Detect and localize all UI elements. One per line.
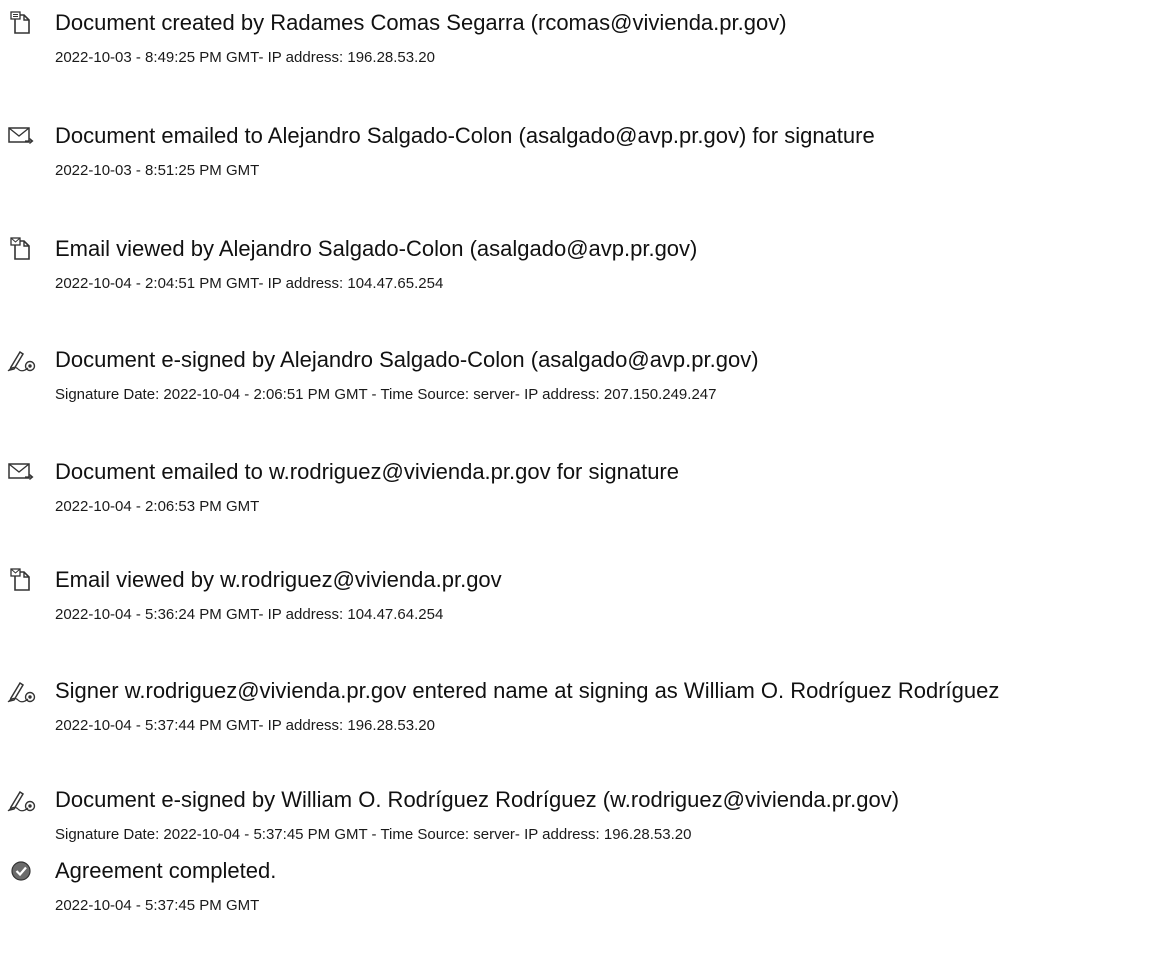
event-timestamp: 2022-10-03 - 8:49:25 PM GMT- IP address: 196.28.53.20 — [55, 49, 435, 66]
email-viewed-icon — [6, 236, 38, 262]
event-timestamp: 2022-10-04 - 5:37:44 PM GMT- IP address: 196.28.53.20 — [55, 717, 435, 734]
audit-event — [0, 234, 1158, 324]
event-title: Document emailed to w.rodriguez@vivienda.pr.gov for signature — [55, 459, 679, 484]
audit-event — [0, 345, 1158, 435]
event-timestamp: 2022-10-03 - 8:51:25 PM GMT — [55, 162, 260, 179]
signature-pen-icon — [6, 787, 38, 813]
audit-event — [0, 8, 1158, 98]
email-sent-icon — [6, 459, 38, 485]
event-timestamp: Signature Date: 2022-10-04 - 5:37:45 PM GMT - Time Source: server- IP address: 196.28.53.20 — [55, 826, 692, 843]
event-timestamp: Signature Date: 2022-10-04 - 2:06:51 PM GMT - Time Source: server- IP address: 207.150.249.247 — [55, 386, 717, 403]
event-title: Signer w.rodriguez@vivienda.pr.gov entered name at signing as William O. Rodríguez Rodríguez — [55, 678, 1000, 703]
email-viewed-icon — [6, 567, 38, 593]
event-title: Agreement completed. — [55, 858, 277, 883]
agreement-completed-icon — [6, 858, 38, 884]
audit-event — [0, 856, 1158, 946]
signature-pen-icon — [6, 678, 38, 704]
event-title: Document emailed to Alejandro Salgado-Colon (asalgado@avp.pr.gov) for signature — [55, 123, 875, 148]
event-title: Document created by Radames Comas Segarra (rcomas@vivienda.pr.gov) — [55, 10, 787, 35]
event-title: Email viewed by w.rodriguez@vivienda.pr.gov — [55, 567, 502, 592]
event-timestamp: 2022-10-04 - 5:36:24 PM GMT- IP address: 104.47.64.254 — [55, 606, 444, 623]
audit-event — [0, 565, 1158, 655]
audit-event — [0, 457, 1158, 547]
event-timestamp: 2022-10-04 - 2:06:53 PM GMT — [55, 498, 260, 515]
event-title: Document e-signed by Alejandro Salgado-Colon (asalgado@avp.pr.gov) — [55, 347, 759, 372]
event-title: Document e-signed by William O. Rodríguez Rodríguez (w.rodriguez@vivienda.pr.gov) — [55, 787, 900, 812]
audit-event — [0, 676, 1158, 766]
audit-event — [0, 121, 1158, 211]
signature-pen-icon — [6, 347, 38, 373]
event-timestamp: 2022-10-04 - 2:04:51 PM GMT- IP address: 104.47.65.254 — [55, 275, 444, 292]
event-timestamp: 2022-10-04 - 5:37:45 PM GMT — [55, 897, 260, 914]
event-title: Email viewed by Alejandro Salgado-Colon (asalgado@avp.pr.gov) — [55, 236, 698, 261]
email-sent-icon — [6, 123, 38, 149]
document-created-icon — [6, 10, 38, 36]
